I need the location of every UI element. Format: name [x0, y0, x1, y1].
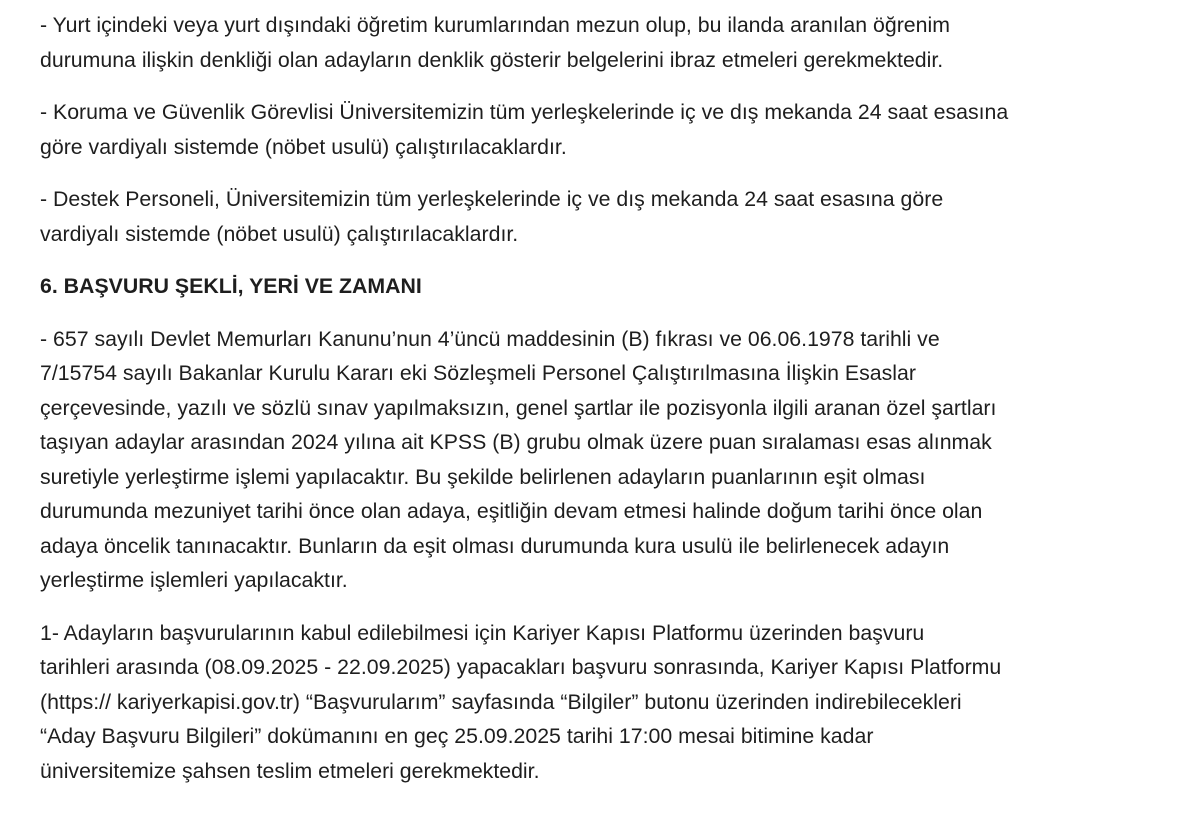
text-line: yerleştirme işlemleri yapılacaktır.: [40, 568, 348, 592]
paragraph-security-staff: [40, 95, 1170, 164]
text-line: durumunda mezuniyet tarihi önce olan adaya, eşitliğin devam etmesi halinde doğum tarihi önce olan: [40, 499, 983, 523]
text-line: “Aday Başvuru Bilgileri” dokümanını en geç 25.09.2025 tarihi 17:00 mesai bitimine kadar: [40, 724, 874, 748]
text-line: üniversitemize şahsen teslim etmeleri gerekmektedir.: [40, 758, 540, 783]
text-line: vardiyalı sistemde (nöbet usulü) çalıştırılacaklardır.: [40, 221, 519, 246]
text-line: - Koruma ve Güvenlik Görevlisi Üniversitemizin tüm yerleşkelerinde iç ve dış mekanda 24 saat esasına: [40, 100, 1009, 124]
text-line: - Destek Personeli, Üniversitemizin tüm yerleşkelerinde iç ve dış mekanda 24 saat esasına göre: [40, 187, 944, 211]
paragraph-equivalence: [40, 8, 1170, 77]
document-body: [40, 8, 1170, 788]
text-line: 7/15754 sayılı Bakanlar Kurulu Kararı eki Sözleşmeli Personel Çalıştırılmasına İlişkin Esaslar: [40, 361, 916, 385]
text-line: tarihleri arasında (08.09.2025 - 22.09.2025) yapacakları başvuru sonrasında, Kariyer Kapısı Platformu: [40, 655, 1002, 679]
section-heading: 6. BAŞVURU ŞEKLİ, YERİ VE ZAMANI: [40, 274, 422, 298]
paragraph-placement-rules: [40, 322, 1170, 598]
text-line: - 657 sayılı Devlet Memurları Kanunu’nun 4’üncü maddesinin (B) fıkrası ve 06.06.1978 tarihli ve: [40, 326, 940, 351]
text-line: (https:// kariyerkapisi.gov.tr) “Başvurularım” sayfasında “Bilgiler” butonu üzerinden indirebilecekleri: [40, 689, 962, 714]
text-line: adaya öncelik tanınacaktır. Bunların da eşit olması durumunda kura usulü ile belirlenecek adayın: [40, 533, 950, 558]
paragraph-support-staff: [40, 182, 1170, 251]
paragraph-application-submission: [40, 616, 1170, 789]
text-line: çerçevesinde, yazılı ve sözlü sınav yapılmaksızın, genel şartlar ile pozisyonla ilgili aranan özel şartları: [40, 395, 997, 420]
text-line: 1- Adayların başvurularının kabul edilebilmesi için Kariyer Kapısı Platformu üzerinden başvuru: [40, 620, 925, 645]
text-line: durumuna ilişkin denkliği olan adayların denklik gösterir belgelerini ibraz etmeleri gerekmektedir.: [40, 47, 944, 72]
text-line: - Yurt içindeki veya yurt dışındaki öğretim kurumlarından mezun olup, bu ilanda aranılan öğrenim: [40, 13, 950, 37]
text-line: suretiyle yerleştirme işlemi yapılacaktır. Bu şekilde belirlenen adayların puanlarının eşit olması: [40, 464, 926, 489]
text-line: taşıyan adaylar arasından 2024 yılına ait KPSS (B) grubu olmak üzere puan sıralaması esas alınmak: [40, 430, 992, 454]
text-line: göre vardiyalı sistemde (nöbet usulü) çalıştırılacaklardır.: [40, 134, 567, 159]
